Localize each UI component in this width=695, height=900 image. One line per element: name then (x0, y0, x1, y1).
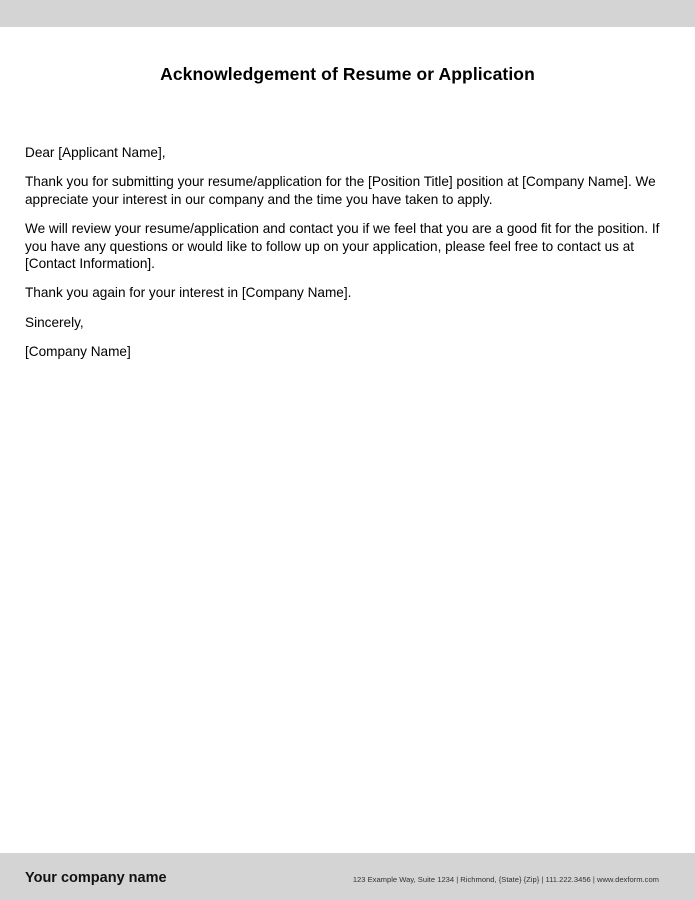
signature: [Company Name] (25, 344, 131, 360)
footer-contact-info: 123 Example Way, Suite 1234 | Richmond, {State} {Zip} | 111.222.3456 | www.dexform.com (352, 875, 659, 884)
footer-company-name: Your company name (25, 870, 167, 886)
paragraph-2: We will review your resume/application and contact you if we feel that you are a good fit for the position. If you have any questions or would like to follow up on your application, please feel free to contact us at [Contact Information]. (25, 221, 660, 272)
header-band (0, 0, 695, 27)
letter-body (25, 144, 670, 373)
closing: Sincerely, (25, 314, 84, 330)
paragraph-3: Thank you again for your interest in [Company Name]. (25, 285, 352, 301)
document-title: Acknowledgement of Resume or Application (160, 64, 535, 84)
paragraph-1: Thank you for submitting your resume/application for the [Position Title] position at [Company Name]. We appreciate your interest in our company and the time you have taken to apply. (25, 174, 656, 207)
salutation: Dear [Applicant Name], (25, 145, 166, 160)
footer (0, 853, 695, 900)
